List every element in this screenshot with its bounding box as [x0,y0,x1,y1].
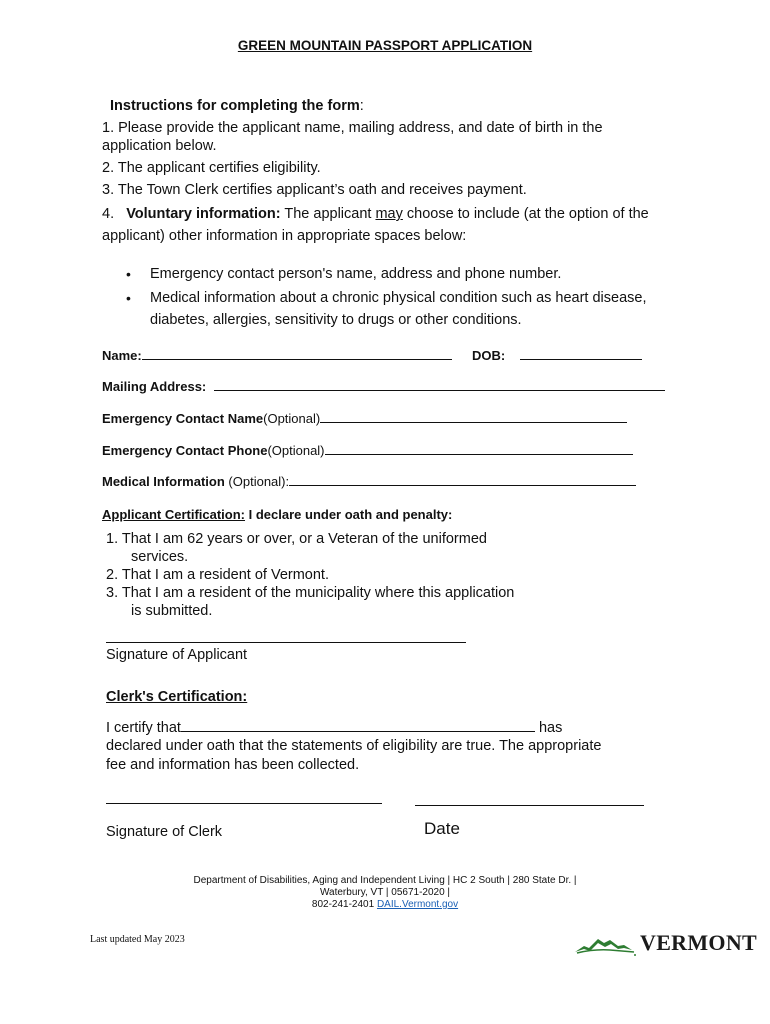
bullet-2-line-1: Medical information about a chronic physical condition such as heart disease, [150,290,647,306]
name-field-row [102,348,452,363]
dob-field-row [472,348,642,363]
emergency-contact-name-input-line[interactable] [320,422,627,423]
applicant-signature-label: Signature of Applicant [106,647,248,663]
name-input-line[interactable] [142,359,452,360]
name-label: Name: [102,348,142,363]
clerk-signature-label: Signature of Clerk [106,824,223,840]
date-line[interactable] [415,805,644,806]
medical-information-row [102,474,636,489]
vermont-logo-text: VERMONT [640,930,757,955]
dob-input-line[interactable] [520,359,642,360]
vermont-logo [574,928,757,958]
dob-label: DOB: [472,348,506,363]
footer-phone: 802-241-2401 [311,899,375,910]
clerk-certify-line-2: declared under oath that the statements of eligibility are true. The appropriate [106,738,602,754]
instruction-item-4-line-1 [102,206,649,222]
emergency-contact-name-row [102,411,627,426]
applicant-signature-line[interactable] [106,642,466,643]
clerk-certify-line-3: fee and information has been collected. [106,757,360,773]
emergency-contact-phone-label: Emergency Contact Phone [102,443,268,458]
green-mountain-logo-icon [574,928,640,958]
bullet-2-icon: • [126,290,131,306]
applicant-cert-item-1-line-1: 1. That I am 62 years or over, or a Veteran of the uniformed [106,531,487,547]
applicant-cert-item-1-line-2: services. [131,549,189,565]
emergency-contact-phone-optional: (Optional) [267,443,325,458]
applicant-certification-heading-row [102,507,452,522]
applicant-cert-item-3-line-1: 3. That I am a resident of the municipality where this application [106,585,515,601]
applicant-cert-item-3-line-2: is submitted. [131,603,213,619]
date-label: Date [424,819,460,838]
footer-website-link[interactable]: DAIL.Vermont.gov [376,899,459,910]
applicant-cert-item-2: 2. That I am a resident of Vermont. [106,567,329,583]
instructions-heading-row [110,98,364,114]
medical-information-label: Medical Information [102,474,225,489]
clerk-certify-prefix: I certify that [106,720,181,736]
applicant-declaration: I declare under oath and penalty: [248,507,453,522]
instruction-item-1-line-2: application below. [102,138,217,154]
footer-address-line-1: Department of Disabilities, Aging and Independent Living | HC 2 South | 280 State Dr. | [193,875,577,886]
instructions-heading-colon: : [359,98,364,114]
medical-information-input-line[interactable] [289,485,636,486]
page-title: GREEN MOUNTAIN PASSPORT APPLICATION [237,38,533,53]
clerk-certify-name-line[interactable] [181,731,535,732]
instruction-item-2: 2. The applicant certifies eligibility. [102,160,321,176]
footer-address-line-2: Waterbury, VT | 05671-2020 | [319,887,451,898]
instruction-item-4-number: 4. [102,206,115,222]
emergency-contact-name-optional: (Optional) [263,411,321,426]
bullet-1-text: Emergency contact person's name, address and phone number. [150,266,562,282]
applicant-certification-heading: Applicant Certification: [102,507,246,522]
last-updated: Last updated May 2023 [90,934,185,945]
clerk-certification-heading: Clerk's Certification: [106,689,248,705]
mailing-address-input-line[interactable] [214,390,665,391]
bullet-1-icon: • [126,266,131,282]
footer-contact-line [0,898,770,911]
clerk-certify-row [106,720,562,736]
emergency-contact-phone-row [102,443,633,458]
emergency-contact-phone-input-line[interactable] [325,454,633,455]
mailing-address-label: Mailing Address: [102,379,207,394]
instruction-item-4-line-2: applicant) other information in appropriate spaces below: [102,228,467,244]
instructions-heading: Instructions for completing the form [110,98,360,114]
clerk-certify-suffix: has [538,720,563,736]
voluntary-information-label: Voluntary information: [126,206,281,222]
instruction-item-4-text-a: The applicant [284,206,372,222]
emergency-contact-name-label: Emergency Contact Name [102,411,264,426]
instruction-item-1-line-1: 1. Please provide the applicant name, mailing address, and date of birth in the [102,120,603,136]
instruction-item-4-may: may [375,206,403,222]
instruction-item-4-text-b: choose to include (at the option of the [406,206,649,222]
clerk-signature-line[interactable] [106,803,382,804]
mailing-address-row [102,379,665,394]
bullet-2-line-2: diabetes, allergies, sensitivity to drugs or other conditions. [150,312,522,328]
medical-information-optional: (Optional): [228,474,290,489]
instruction-item-3: 3. The Town Clerk certifies applicant’s oath and receives payment. [102,182,527,198]
